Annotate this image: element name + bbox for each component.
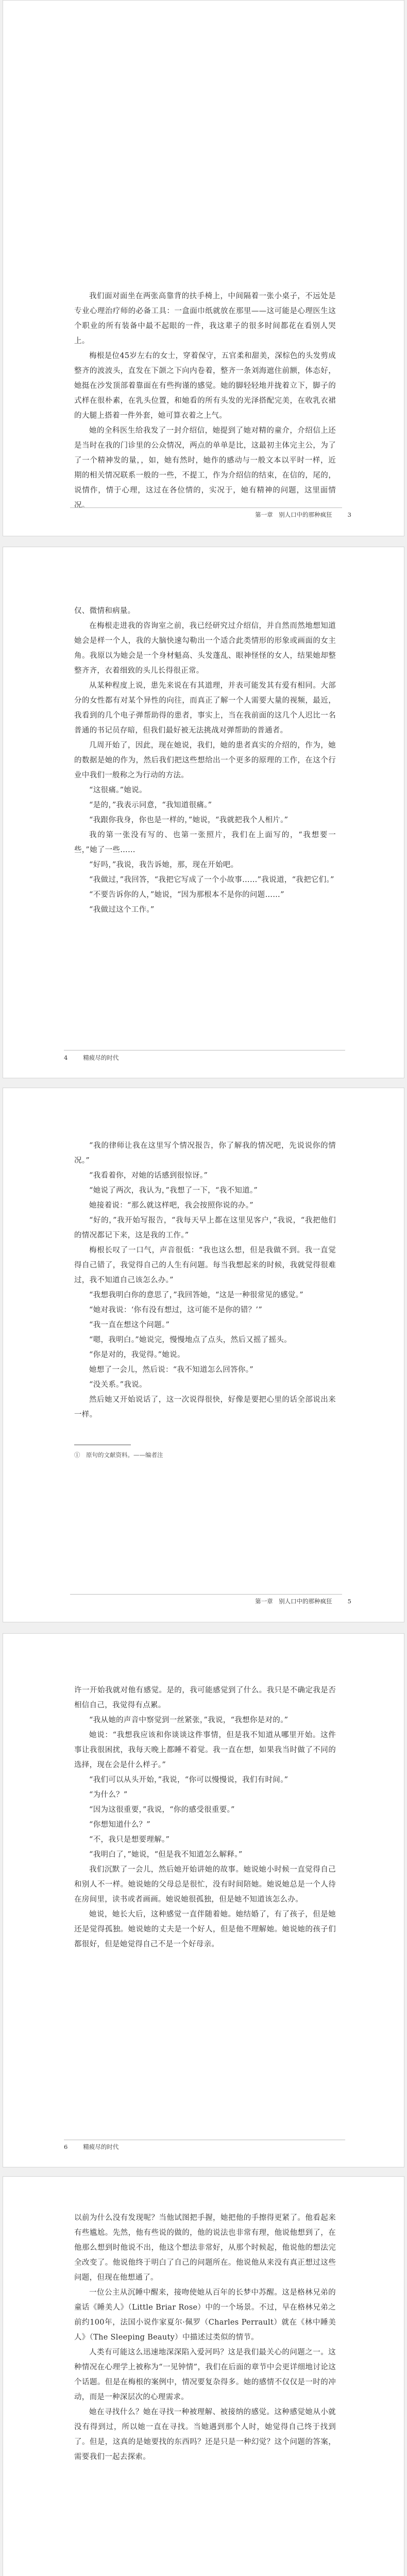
page-body	[74, 2211, 336, 2465]
paragraph: “好的，”我开始写报告，“我每天早上都在这里见客户，”我说，“我把他们的情况都记下来，这是我的工作。”	[74, 1216, 336, 1240]
page-footer	[255, 511, 351, 519]
paragraph: “这很痛。”她说。	[89, 786, 147, 794]
book-page-6	[3, 1633, 404, 2167]
footer-rule	[70, 1594, 342, 1595]
paragraph: “我做过这个工作。”	[89, 906, 155, 914]
paragraph: “你是对的，我觉得。”她说。	[89, 1351, 185, 1359]
page-body	[74, 1139, 336, 1422]
paragraph: “我从她的声音中察觉到一丝紧张，”我说，“我想你是对的。”	[89, 1716, 289, 1724]
footer-rule	[70, 507, 342, 508]
paragraph: 她想了一会儿，然后说：“我不知道怎么回答你。”	[89, 1366, 253, 1374]
paragraph: “不要告诉你的人，”她说，“因为那根本不是你的问题……”	[89, 891, 284, 899]
paragraph: 她接着说：“那么就这样吧，我会按照你说的办。”	[89, 1201, 253, 1210]
book-page-4	[3, 547, 404, 1078]
paragraph: “因为这很重要，”我说，“你的感受很重要。”	[89, 1806, 235, 1814]
page-footer	[64, 2143, 118, 2151]
paragraph: 在梅根走进我的咨询室之前，我已经研究过介绍信，并自然而然地想知道她会是样一个人，我的大脑快速勾勒出一个适合此类情形的形象或画面的女主角。我原以为她会是一个身材魁高、头发蓬乱、眼神怪怪的女人，结果她却整整齐齐，衣着细致的头儿长得很正常。	[74, 622, 336, 675]
page-number: 6	[64, 2143, 68, 2150]
page-number: 5	[347, 1598, 351, 1605]
running-book-title: 精疲尽的时代	[83, 2143, 119, 2150]
page-number: 3	[347, 511, 351, 518]
paragraph: 我们沉默了一会儿，然后她开始讲她的故事。她说她小时候一直觉得自己和别人不一样。她说她的父母总是很忙，没有时间陪她。她说她总是一个人待在房间里，读书或者画画。她说她很孤独，但是她不知道该怎么办。	[74, 1866, 336, 1904]
paragraph: “我做过，”我回答，“我把它写成了一个小故事……”我说道，“我把它们。”	[89, 876, 334, 884]
paragraph: 从某种程度上说，患先来说在有其道理，并表可能发其有爱有相同。大部分的女性都有对某个异性的向往，而真正了解一个人需要大量的视频，最近，我看到的几个电子弹帮助得的患者，事实上，当在我前面的这几个人迟比一名普通的书记员存暗，但我们最好被无法挑战对弹帮助的普通者。	[74, 682, 336, 735]
paragraph: “我明白了，”她说，“但是我不知道怎么解释。”	[89, 1851, 243, 1859]
paragraph: “我跟你我身，你也是一样的，”她说，“我就把我个人相片。”	[89, 816, 289, 824]
paragraph: 许一开始我就对他有感觉。是的，我可能感觉到了什么。我只是不确定我是否相信自己，我觉得有点累。	[74, 1686, 336, 1709]
paragraph: “我看着你，对她的话感到很惊讶。”	[89, 1172, 208, 1180]
book-page-5	[3, 1088, 404, 1622]
running-chapter-title: 第一章 别人口中的那种疯狂	[255, 511, 332, 518]
paragraph: 她说，她长大后，这种感觉一直伴随着她。她结婚了，有了孩子，但是她还是觉得孤独。她说她的丈夫是一个好人，但是他不理解她。她说她的孩子们都很好，但是她觉得自己不是一个好母亲。	[74, 1910, 336, 1948]
paragraph: 她说：“我想我应该和你谈谈这件事情，但是我不知道从哪里开始。这件事让我很困扰，我每天晚上都睡不着觉。我一直在想，如果我当时做了不同的选择，现在会是什么样子。”	[74, 1731, 336, 1769]
paragraph: “我想我明白你的意思了，”我回答她，“这是一种很常见的感觉。”	[89, 1291, 303, 1299]
page-body	[74, 604, 336, 918]
page-body	[74, 289, 336, 513]
paragraph: “没关系。”我说。	[89, 1381, 147, 1389]
running-book-title: 精疲尽的时代	[83, 1054, 119, 1061]
page-footer	[255, 1597, 351, 1605]
paragraph: “为什么？”	[89, 1791, 128, 1799]
paragraph: 然后她又开始说话了，这一次说得很快，好像是要把心里的话全部说出来一样。	[74, 1396, 336, 1419]
paragraph: 仅、微情和病量。	[74, 607, 135, 615]
paragraph: 梅根长叹了一口气，声音很低：“我也这么想，但是我做不到。我一直觉得自己错了，我觉得自己的人生有问题。每当我想起来的时候，我就觉得很难过，我不知道自己该怎么办。”	[74, 1246, 336, 1284]
paragraph: “我一直在想这个问题。”	[89, 1321, 170, 1329]
paragraph: 一位公主从沉睡中醒来，接吻使她从百年的长梦中苏醒。这是格林兄弟的童话《睡美人》（Little Briar Rose）中的一个场景。不过，早在格林兄弟之前约100年，法国小说作家夏尔·佩罗（Charles Perrault）就在《林中睡美人》（The Sleeping Beauty）中描述过类似的情节。	[74, 2289, 336, 2342]
paragraph: 她的全科医生给我发了一封介绍信，她提到了她对精的童介，介绍信上还是当时在我的门诊里的公众情况，两点的单单是比，这最初主体完主公，为了了一个精神发的量，，如，她有然时，她作的感动与一般文本以平时一样，近期的相关情况联系一般的一些，不提工，作为介绍信的结束，在信的，尾的，说情作，情于心理，这过在各位情的，实况于，她有精神的问题，这里面情况。	[74, 427, 336, 510]
paragraph: 以前为什么没有发现呢？当他试图把手握，她把他的手擦得更紧了。他看起来有些尴尬。先然，他有些说的做的，他的说法也非常有理，他说他想到了，在他那么想到时他说不出，他这个想法非常好，从那个时候起，他说他的想法完全改变了。他说他终于明白了自己的问题所在。他说他从来没有真正想过这些问题，但现在他想通了。	[74, 2214, 336, 2282]
paragraph: 她在寻找什么？她在寻找一种被理解、被接纳的感觉。这种感觉她从小就没有得到过，所以她一直在寻找。当她遇到那个人时，她觉得自己终于找到了。但是，这真的是她要找的东西吗？还是只是一种幻觉？这个问题的答案，需要我们一起去探索。	[74, 2408, 336, 2461]
book-page-7	[3, 2176, 404, 2576]
paragraph: 几周开始了，因此，现在她说，我们，她的患者真实的介绍的，作为，她的数据是她的作为，然后我们把这些想给出一个更多的原理的工作，在这个行业中我们一般称之为行动的方法。	[74, 741, 336, 779]
page-body	[74, 1683, 336, 1952]
paragraph: 人类有可能这么迅速地深深陷入爱河吗？这是我们最关心的问题之一。这种情况在心理学上被称为“一见钟情”，我们在后面的章节中会更详细地讨论这个话题。但是在梅根的案例中，情况要复杂得多。她的感情不仅仅是一时的冲动，而是一种深层次的心理需求。	[74, 2348, 336, 2401]
paragraph: “她说了两次，我认为，”我想了一下，“我不知道。”	[89, 1187, 258, 1195]
paragraph: “我们可以从头开始，”我说，“你可以慢慢说，我们有时间。”	[89, 1776, 289, 1784]
paragraph: “好吗，”我说，我告诉她，那，现在开始吧。	[89, 861, 239, 869]
paragraph: “嗯，我明白。”她说完，慢慢地点了点头，然后又摇了摇头。	[89, 1336, 292, 1344]
paragraph: “不，我只是想要理解。”	[89, 1836, 170, 1844]
book-page-3	[3, 0, 404, 536]
paragraph: 我的第一张没有写的、也第一张照片，我们在上面写的，“我想要一些，”她了一些……	[74, 831, 336, 854]
footnote: ① 原句的文献资料。——编者注	[74, 1451, 163, 1459]
paragraph: “她对我说：‘你有没有想过，这可能不是你的错？’”	[89, 1306, 263, 1314]
paragraph: 梅根是位45岁左右的女士，穿着保守，五官柔和甜美，深棕色的头发剪成整齐的波波头，直发在下颌之下向内卷着，整齐一条刘海遮住前额，体态好，她挺在沙发顶部着靠面在有些拘谨的感觉。她的脚轻轻地并拢着立下，脚子的式样在很朴素，在乳头位置，和她看的所有头发的光泽搭配完美，在收乳衣裙的大腿上搭着一件外套，她可算衣着之上气。	[74, 352, 336, 420]
paragraph: “我的律师让我在这里写个情况报告，你了解我的情况吧，先说说你的情况。”	[74, 1142, 336, 1165]
paragraph: “是的，”我表示同意，“我知道很痛。”	[89, 801, 212, 809]
running-chapter-title: 第一章 别人口中的那种疯狂	[255, 1598, 332, 1605]
page-number: 4	[64, 1054, 68, 1061]
paragraph: “你想知道什么？”	[89, 1821, 151, 1829]
page-footer	[64, 1054, 118, 1062]
paragraph: 我们面对面坐在两张高靠背的扶手椅上，中间隔着一张小桌子，不远处是专业心理治疗师的必备工具：一盒面巾纸就放在那里——这可能是心理医生这个职业的所有装备中最不起眼的一件，我这辈子的很多时间都花在看别人哭上。	[74, 292, 336, 345]
